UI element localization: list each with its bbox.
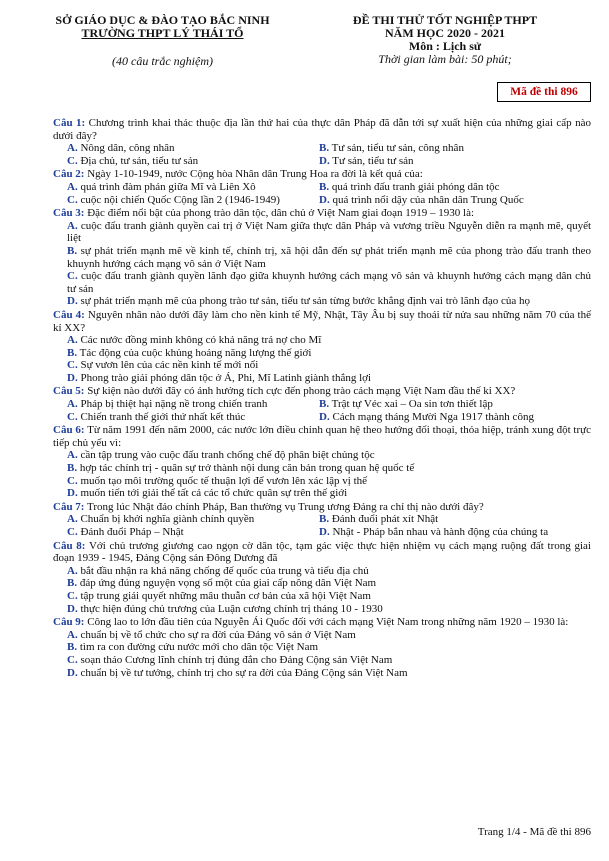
option[interactable]: D. sự phát triển mạnh mẽ của phong trào tư sản, tiểu tư sản từng bước khẳng định vai trò lãnh đạo của họ bbox=[67, 295, 531, 308]
question bbox=[53, 540, 591, 616]
option[interactable]: B. Đánh đuổi phát xít Nhật bbox=[319, 513, 439, 526]
question-label: Câu 8: bbox=[53, 539, 86, 552]
question-label: Câu 7: bbox=[53, 500, 85, 513]
option[interactable]: D. chuẩn bị về tư tưởng, chính trị cho sự ra đời của Đảng Cộng sản Việt Nam bbox=[67, 666, 408, 679]
option[interactable]: A. quá trình đàm phán giữa Mĩ và Liên Xô bbox=[67, 180, 256, 193]
option[interactable]: A. Nông dân, công nhân bbox=[67, 142, 175, 155]
option[interactable]: A. Chuẩn bị khởi nghĩa giành chính quyền bbox=[67, 513, 255, 526]
question bbox=[53, 117, 591, 167]
question-label: Câu 2: bbox=[53, 168, 85, 181]
question bbox=[53, 616, 591, 679]
option[interactable]: D. Nhật - Pháp bắn nhau và hành động của chúng ta bbox=[319, 526, 549, 538]
option[interactable]: D. thực hiện đúng chủ trương của Luận cương chính trị tháng 10 - 1930 bbox=[67, 602, 383, 615]
question bbox=[53, 207, 591, 308]
department-name: SỞ GIÁO DỤC & ĐÀO TẠO BẮC NINH bbox=[55, 13, 270, 27]
option[interactable]: C. Chiến tranh thế giới thứ nhất kết thúc bbox=[67, 410, 246, 423]
header-right bbox=[300, 14, 590, 66]
question bbox=[53, 309, 591, 385]
option[interactable]: B. đáp ứng đúng nguyện vọng số một của giai cấp nông dân Việt Nam bbox=[67, 577, 377, 590]
question-text: Ngày 1-10-1949, nước Cộng hòa Nhân dân Trung Hoa ra đời là kết quả của: bbox=[87, 168, 423, 181]
option[interactable]: C. cuộc đấu tranh giành quyền lãnh đạo giữa khuynh hướng cách mạng vô sản và khuynh hướng cách mạng dân chủ tư sản bbox=[67, 270, 591, 295]
question-text: Sự kiện nào dưới đây có ảnh hưởng tích cực đến phong trào cách mạng Việt Nam đầu thế kỉ XX? bbox=[87, 385, 516, 398]
option[interactable]: B. Tư sản, tiểu tư sản, công nhân bbox=[319, 142, 464, 155]
question-label: Câu 9: bbox=[53, 616, 85, 629]
option[interactable]: B. hợp tác chính trị - quân sự trở thành nội dung căn bản trong quan hệ quốc tế bbox=[67, 462, 415, 475]
option[interactable]: C. cuộc nội chiến Quốc Cộng lần 2 (1946-1949) bbox=[67, 193, 280, 206]
question bbox=[53, 385, 591, 423]
question-label: Câu 5: bbox=[53, 385, 85, 398]
option[interactable]: B. quá trình đấu tranh giải phóng dân tộc bbox=[319, 180, 500, 193]
option[interactable]: B. Tác động của cuộc khủng hoảng năng lượng thế giới bbox=[67, 346, 312, 359]
option[interactable]: B. sự phát triển mạnh mẽ về kinh tế, chính trị, xã hội dẫn đến sự phát triển mạnh mẽ của phong trào đấu tranh theo khuynh hướng cách mạng vô sản ở Việt Nam bbox=[67, 244, 592, 270]
question-count: (40 câu trắc nghiệm) bbox=[112, 54, 213, 68]
exam-title: ĐỀ THI THỬ TỐT NGHIỆP THPT bbox=[352, 13, 538, 27]
question-text: Từ năm 1991 đến năm 2000, các nước lớn điều chỉnh quan hệ theo hướng đối thoại, thỏa hiệp, tránh xung đột trực tiếp chủ yếu vì: bbox=[53, 424, 591, 449]
question bbox=[53, 424, 591, 500]
subject: Môn : Lịch sử bbox=[408, 39, 482, 53]
option[interactable]: D. quá trình nổi dậy của nhân dân Trung Quốc bbox=[319, 193, 524, 206]
option[interactable]: A. bắt đầu nhận ra khả năng chống đế quốc của trung và tiểu địa chủ bbox=[67, 564, 369, 577]
header-left bbox=[40, 14, 285, 68]
question bbox=[53, 168, 591, 206]
question-text: Đặc điểm nổi bật của phong trào dân tộc, dân chủ ở Việt Nam giai đoạn 1919 – 1930 là: bbox=[87, 207, 475, 220]
option[interactable]: C. Địa chủ, tư sản, tiểu tư sản bbox=[67, 154, 199, 167]
question bbox=[53, 501, 591, 539]
school-year: NĂM HỌC 2020 - 2021 bbox=[385, 26, 505, 40]
option[interactable]: C. Đánh đuổi Pháp – Nhật bbox=[67, 526, 184, 538]
school-name: TRƯỜNG THPT LÝ THÁI TỔ bbox=[81, 26, 244, 40]
option[interactable]: B. Trật tự Véc xai – Oa sin tơn thiết lập bbox=[319, 398, 493, 411]
option[interactable]: D. Tư sản, tiểu tư sản bbox=[319, 154, 414, 167]
question-text: Với chủ trương giương cao ngọn cờ dân tộc, tạm gác việc thực hiện nhiệm vụ cách mạng ruộng đất trong giai đoạn 1939 - 1945, Đảng Cộng sản Đông Dương đã bbox=[53, 539, 591, 565]
option[interactable]: C. Sự vươn lên của các nền kinh tế mới nổi bbox=[67, 359, 259, 372]
option[interactable]: C. soạn thảo Cương lĩnh chính trị đúng đắn cho Đảng Cộng sản Việt Nam bbox=[67, 653, 393, 666]
option[interactable]: B. tìm ra con đường cứu nước mới cho dân tộc Việt Nam bbox=[67, 641, 319, 654]
time-limit: Thời gian làm bài: 50 phút; bbox=[378, 52, 512, 66]
question-label: Câu 4: bbox=[53, 308, 85, 321]
option[interactable]: A. cuộc đấu tranh giành quyền cai trị ở Việt Nam giữa thực dân Pháp và vương triều Nguyễn diễn ra mạnh mẽ, quyết liệt bbox=[67, 219, 592, 245]
option[interactable]: C. tập trung giải quyết những mâu thuẫn cơ bản của xã hội Việt Nam bbox=[67, 589, 371, 602]
question-label: Câu 1: bbox=[53, 117, 86, 129]
question-list bbox=[53, 117, 591, 680]
option[interactable]: A. cần tập trung vào cuộc đấu tranh chống chế độ phân biệt chủng tộc bbox=[67, 449, 375, 462]
exam-code-box: Mã đề thi 896 bbox=[497, 82, 591, 102]
question-label: Câu 3: bbox=[53, 207, 85, 220]
question-text: Trong lúc Nhật đảo chính Pháp, Ban thường vụ Trung ương Đảng ra chỉ thị nào dưới đây? bbox=[87, 500, 484, 513]
option[interactable]: D. Cách mạng tháng Mười Nga 1917 thành công bbox=[319, 410, 534, 423]
page-footer: Trang 1/4 - Mã đề thi 896 bbox=[477, 826, 591, 838]
option[interactable]: A. chuẩn bị về tổ chức cho sự ra đời của Đảng vô sản ở Việt Nam bbox=[67, 628, 356, 641]
question-label: Câu 6: bbox=[53, 424, 85, 437]
option[interactable]: A. Các nước đồng minh không có khả năng trả nợ cho Mĩ bbox=[67, 334, 322, 347]
option[interactable]: D. muốn tiến tới giải thể tất cả các tổ chức quân sự trên thế giới bbox=[67, 487, 348, 500]
question-text: Nguyên nhân nào dưới đây làm cho nền kinh tế Mỹ, Nhật, Tây Âu bị suy thoái từ nửa sau những năm 70 của thế kỉ XX? bbox=[53, 308, 591, 334]
option[interactable]: D. Phong trào giải phóng dân tộc ở Á, Phi, Mĩ Latinh giành thắng lợi bbox=[67, 371, 372, 384]
option[interactable]: C. muốn tạo môi trường quốc tế thuận lợi để vươn lên xác lập vị thế bbox=[67, 474, 368, 487]
question-text: Công lao to lớn đầu tiên của Nguyễn Ái Quốc đối với cách mạng Việt Nam trong những năm 1920 – 1930 là: bbox=[87, 616, 569, 629]
question-text: Chương trình khai thác thuộc địa lần thứ hai của thực dân Pháp đã dẫn tới sự xuất hiện của những giai cấp nào dưới đây? bbox=[53, 117, 592, 142]
option[interactable]: A. Pháp bị thiệt hại nặng nề trong chiến tranh bbox=[67, 398, 268, 411]
